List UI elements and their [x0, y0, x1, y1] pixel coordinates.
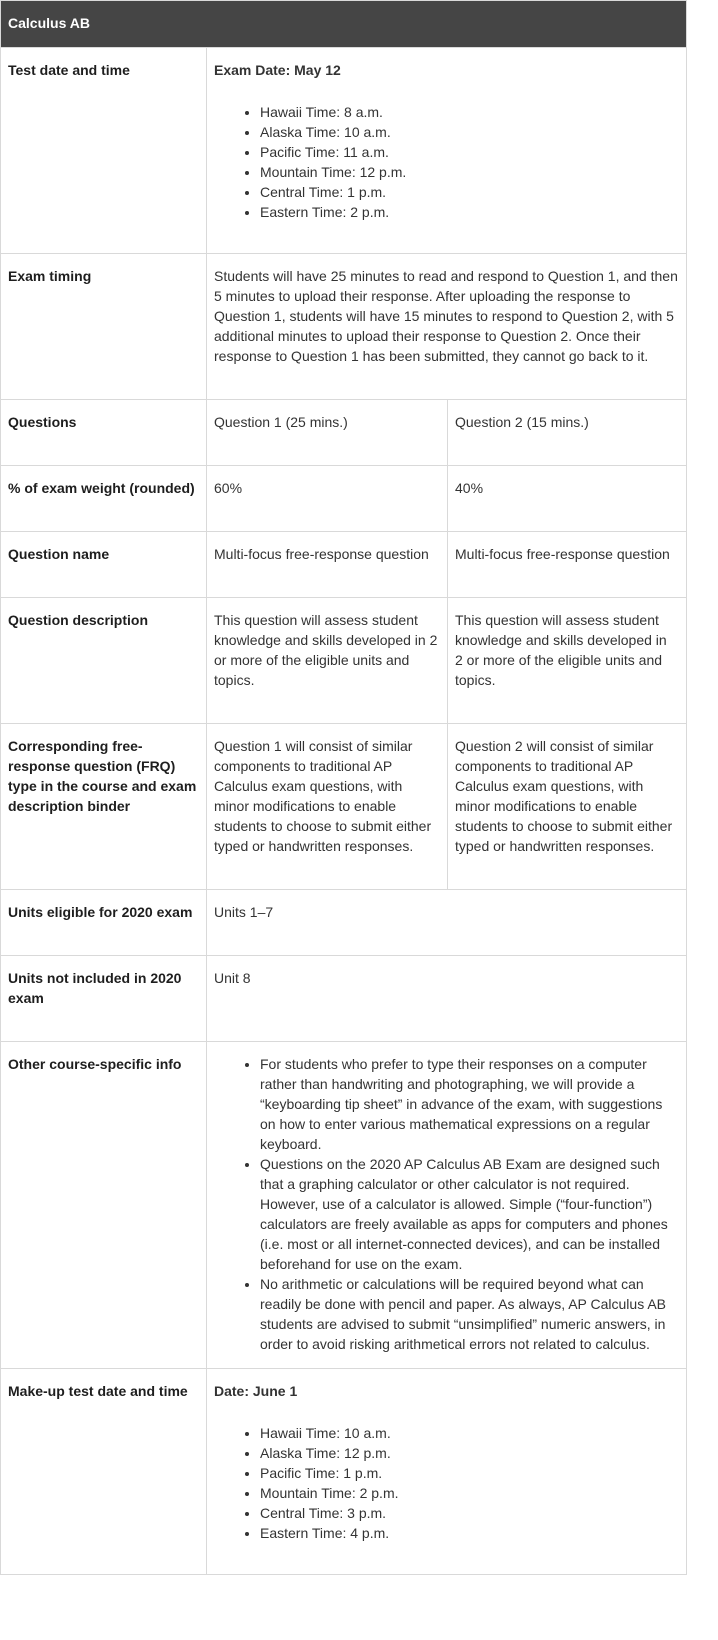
question-1-header: Question 1 (25 mins.) — [207, 400, 448, 466]
list-item: • Mountain Time: 12 p.m. — [260, 162, 678, 182]
list-item: • Mountain Time: 2 p.m. — [260, 1483, 678, 1503]
table-row-questions — [1, 400, 687, 466]
row-label: Questions — [1, 400, 207, 466]
list-item: • Pacific Time: 1 p.m. — [260, 1463, 678, 1483]
row-label: Units not included in 2020 exam — [1, 956, 207, 1042]
table-title: Calculus AB — [1, 1, 687, 48]
table-row-makeup — [1, 1369, 687, 1575]
q2-frq: Question 2 will consist of similar components to traditional AP Calculus exam questions, with minor modifications to enable students to choose to submit either typed or handwritten responses. — [448, 724, 687, 890]
list-item: • Hawaii Time: 10 a.m. — [260, 1423, 678, 1443]
q1-frq: Question 1 will consist of similar components to traditional AP Calculus exam questions, with minor modifications to enable students to choose to submit either typed or handwritten responses. — [207, 724, 448, 890]
list-item: • Hawaii Time: 8 a.m. — [260, 102, 678, 122]
row-label: Units eligible for 2020 exam — [1, 890, 207, 956]
table-header-row — [1, 1, 687, 48]
test-date-cell — [207, 48, 687, 254]
makeup-date-title: Date: June 1 — [214, 1383, 298, 1399]
units-excluded-value: Unit 8 — [207, 956, 687, 1042]
row-label: Exam timing — [1, 254, 207, 400]
list-item: • Questions on the 2020 AP Calculus AB Exam are designed such that a graphing calculator or other calculator is not required. However, use of a calculator is allowed. Simple (“four-function”) calculators are freely available as apps for computers and phones (i.e. most or all internet-connected devices), and can be installed beforehand for use on the exam. — [260, 1154, 678, 1274]
row-label: Question description — [1, 598, 207, 724]
row-label: % of exam weight (rounded) — [1, 466, 207, 532]
list-item: • Alaska Time: 10 a.m. — [260, 122, 678, 142]
makeup-time-list — [214, 1423, 678, 1543]
list-item: • No arithmetic or calculations will be required beyond what can readily be done with pencil and paper. As always, AP Calculus AB students are advised to submit “unsimplified” numeric answers, in order to avoid risking arithmetical errors not related to calculus. — [260, 1274, 678, 1354]
table-row-timing — [1, 254, 687, 400]
table-row-units-eligible — [1, 890, 687, 956]
exam-date-title: Exam Date: May 12 — [214, 62, 341, 78]
table-row-question-description — [1, 598, 687, 724]
table-row-frq-type — [1, 724, 687, 890]
timing-text: Students will have 25 minutes to read and respond to Question 1, and then 5 minutes to upload their response. After uploading the response to Question 1, students will have 15 minutes to respond to Question 2, with 5 additional minutes to upload their response to Question 2. Once their response to Question 1 has been submitted, they cannot go back to it. — [207, 254, 687, 400]
list-item: • Eastern Time: 2 p.m. — [260, 202, 678, 222]
q2-description: This question will assess student knowledge and skills developed in 2 or more of the eligible units and topics. — [448, 598, 687, 724]
list-item: • For students who prefer to type their responses on a computer rather than handwriting and photographing, we will provide a “keyboarding tip sheet” in advance of the exam, with suggestions on how to enter various mathematical expressions on a regular keyboard. — [260, 1054, 678, 1154]
table-row-units-excluded — [1, 956, 687, 1042]
row-label: Test date and time — [1, 48, 207, 254]
table-row-question-name — [1, 532, 687, 598]
q1-description: This question will assess student knowledge and skills developed in 2 or more of the eligible units and topics. — [207, 598, 448, 724]
row-label: Other course-specific info — [1, 1042, 207, 1369]
list-item: • Central Time: 3 p.m. — [260, 1503, 678, 1523]
q2-weight: 40% — [448, 466, 687, 532]
other-info-cell — [207, 1042, 687, 1369]
row-label: Make-up test date and time — [1, 1369, 207, 1575]
table-row-weight — [1, 466, 687, 532]
other-info-list — [214, 1054, 678, 1354]
q2-name: Multi-focus free-response question — [448, 532, 687, 598]
table-row-other-info — [1, 1042, 687, 1369]
list-item: • Central Time: 1 p.m. — [260, 182, 678, 202]
units-eligible-value: Units 1–7 — [207, 890, 687, 956]
list-item: • Pacific Time: 11 a.m. — [260, 142, 678, 162]
row-label: Question name — [1, 532, 207, 598]
exam-time-list — [214, 102, 678, 222]
list-item: • Eastern Time: 4 p.m. — [260, 1523, 678, 1543]
makeup-date-cell — [207, 1369, 687, 1575]
list-item: • Alaska Time: 12 p.m. — [260, 1443, 678, 1463]
q1-name: Multi-focus free-response question — [207, 532, 448, 598]
table-row-test-date — [1, 48, 687, 254]
row-label: Corresponding free-response question (FRQ) type in the course and exam description binder — [1, 724, 207, 890]
question-2-header: Question 2 (15 mins.) — [448, 400, 687, 466]
q1-weight: 60% — [207, 466, 448, 532]
